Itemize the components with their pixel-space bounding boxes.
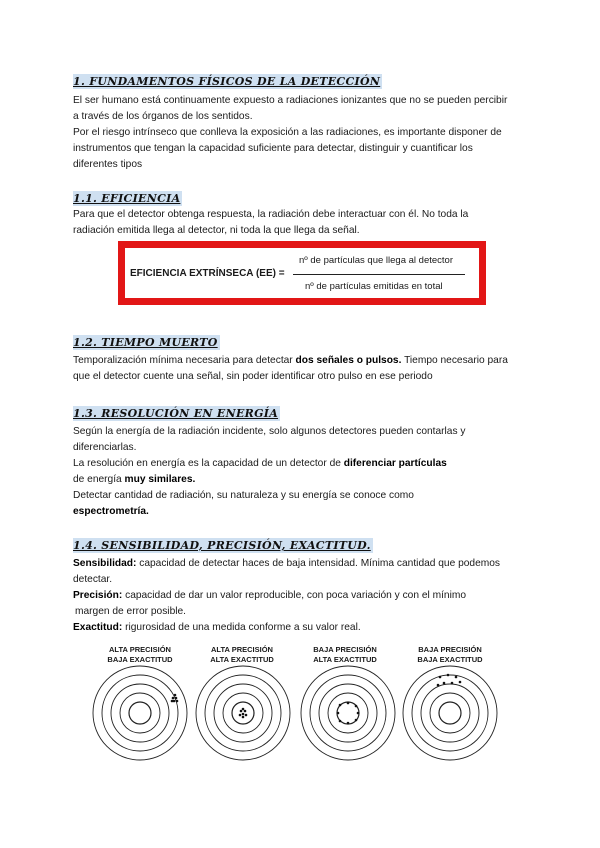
text-line: que el detector cuente una señal, sin poder identificar otro pulso en ese periodo: [73, 371, 433, 382]
label-line: BAJA EXACTITUD: [107, 655, 173, 664]
label-line: ALTA PRECISIÓN: [109, 645, 171, 654]
text-line: [73, 456, 533, 472]
text-run: capacidad de dar un valor reproducible, con poca variación y con el mínimo: [122, 590, 467, 601]
bold-text: diferenciar partículas: [343, 458, 447, 469]
bold-text: muy similares.: [124, 474, 196, 485]
text-run: de energía: [73, 474, 125, 485]
target-label-2: [197, 645, 287, 665]
text-line: Por el riesgo intrínseco que conlleva la exposición a las radiaciones, es importante disponer de: [73, 127, 502, 138]
label-line: ALTA EXACTITUD: [210, 655, 274, 664]
section-1-paragraph: [73, 93, 533, 173]
text-line: a través de los órganos de los sentidos.: [73, 111, 253, 122]
text-line: detectar.: [73, 574, 113, 585]
target-rings: [403, 666, 497, 760]
text-line: radiación emitida llega al detector, ni toda la que llega da señal.: [73, 225, 360, 236]
hit-spread: [337, 702, 360, 725]
efficiency-formula-box: [118, 241, 486, 305]
text-run: La resolución en energía es la capacidad de un detector de: [73, 458, 344, 469]
text-run: Temporalización mínima necesaria para detectar: [73, 355, 296, 366]
section-1-4-paragraph: [73, 556, 533, 636]
text-line: Para que el detector obtenga respuesta, la radiación debe interactuar con él. No toda la: [73, 209, 469, 220]
label-line: BAJA EXACTITUD: [417, 655, 483, 664]
formula-numerator: nº de partículas que llega al detector: [299, 255, 453, 266]
bold-text: espectrometría.: [73, 506, 149, 517]
text-line: [73, 353, 533, 369]
text-run: capacidad de detectar haces de baja intensidad. Mínima cantidad que podemos: [136, 558, 501, 569]
text-line: [73, 620, 533, 636]
text-line: diferenciarlas.: [73, 442, 137, 453]
target-high-precision-high-accuracy: [195, 665, 291, 761]
text-line: Detectar cantidad de radiación, su naturaleza y su energía se conoce como: [73, 490, 414, 501]
section-heading-1-3: 1.3. RESOLUCIÓN EN ENERGÍA: [73, 407, 279, 420]
label-line: ALTA PRECISIÓN: [211, 645, 273, 654]
formula-denominator: nº de partículas emitidas en total: [305, 281, 443, 292]
target-high-precision-low-accuracy: [92, 665, 188, 761]
label-line: ALTA EXACTITUD: [313, 655, 377, 664]
target-rings: [93, 666, 187, 760]
target-label-3: [300, 645, 390, 665]
text-line: instrumentos que tengan la capacidad suficiente para detectar, distinguir y cuantificar los: [73, 143, 473, 154]
text-line: El ser humano está continuamente expuesto a radiaciones ionizantes que no se pueden percibir: [73, 95, 508, 106]
section-1-3-paragraph: [73, 424, 533, 520]
hit-cluster: [239, 708, 248, 719]
section-heading-1-1: 1.1. EFICIENCIA: [73, 192, 181, 205]
term-exactitud: Exactitud:: [73, 622, 123, 633]
target-label-4: [405, 645, 495, 665]
text-line: [73, 504, 533, 520]
bold-text: dos señales o pulsos.: [295, 355, 402, 366]
target-low-precision-high-accuracy: [300, 665, 396, 761]
text-line: diferentes tipos: [73, 159, 143, 170]
text-run: rigurosidad de una medida conforme a su valor real.: [122, 622, 361, 633]
text-line: margen de error posible.: [75, 606, 186, 617]
section-1-1-paragraph: [73, 207, 533, 239]
target-rings: [301, 666, 395, 760]
target-label-1: [95, 645, 185, 665]
formula-label: EFICIENCIA EXTRÍNSECA (EE) =: [130, 268, 285, 279]
text-line: [73, 556, 533, 572]
section-heading-1-4: 1.4. SENSIBILIDAD, PRECISIÓN, EXACTITUD.: [73, 539, 371, 552]
section-1-2-paragraph: [73, 353, 533, 385]
text-run: Tiempo necesario para: [401, 355, 508, 366]
term-sensibilidad: Sensibilidad:: [73, 558, 137, 569]
target-low-precision-low-accuracy: [402, 665, 498, 761]
text-line: [73, 588, 533, 604]
section-heading-1-2: 1.2. TIEMPO MUERTO: [73, 336, 218, 349]
text-line: Según la energía de la radiación incidente, solo algunos detectores pueden contarlas y: [73, 426, 466, 437]
term-precision: Precisión:: [73, 590, 123, 601]
fraction-bar: [293, 274, 465, 275]
text-line: [73, 472, 533, 488]
label-line: BAJA PRECISIÓN: [313, 645, 377, 654]
section-heading-1: 1. FUNDAMENTOS FÍSICOS DE LA DETECCIÓN: [73, 75, 381, 88]
label-line: BAJA PRECISIÓN: [418, 645, 482, 654]
